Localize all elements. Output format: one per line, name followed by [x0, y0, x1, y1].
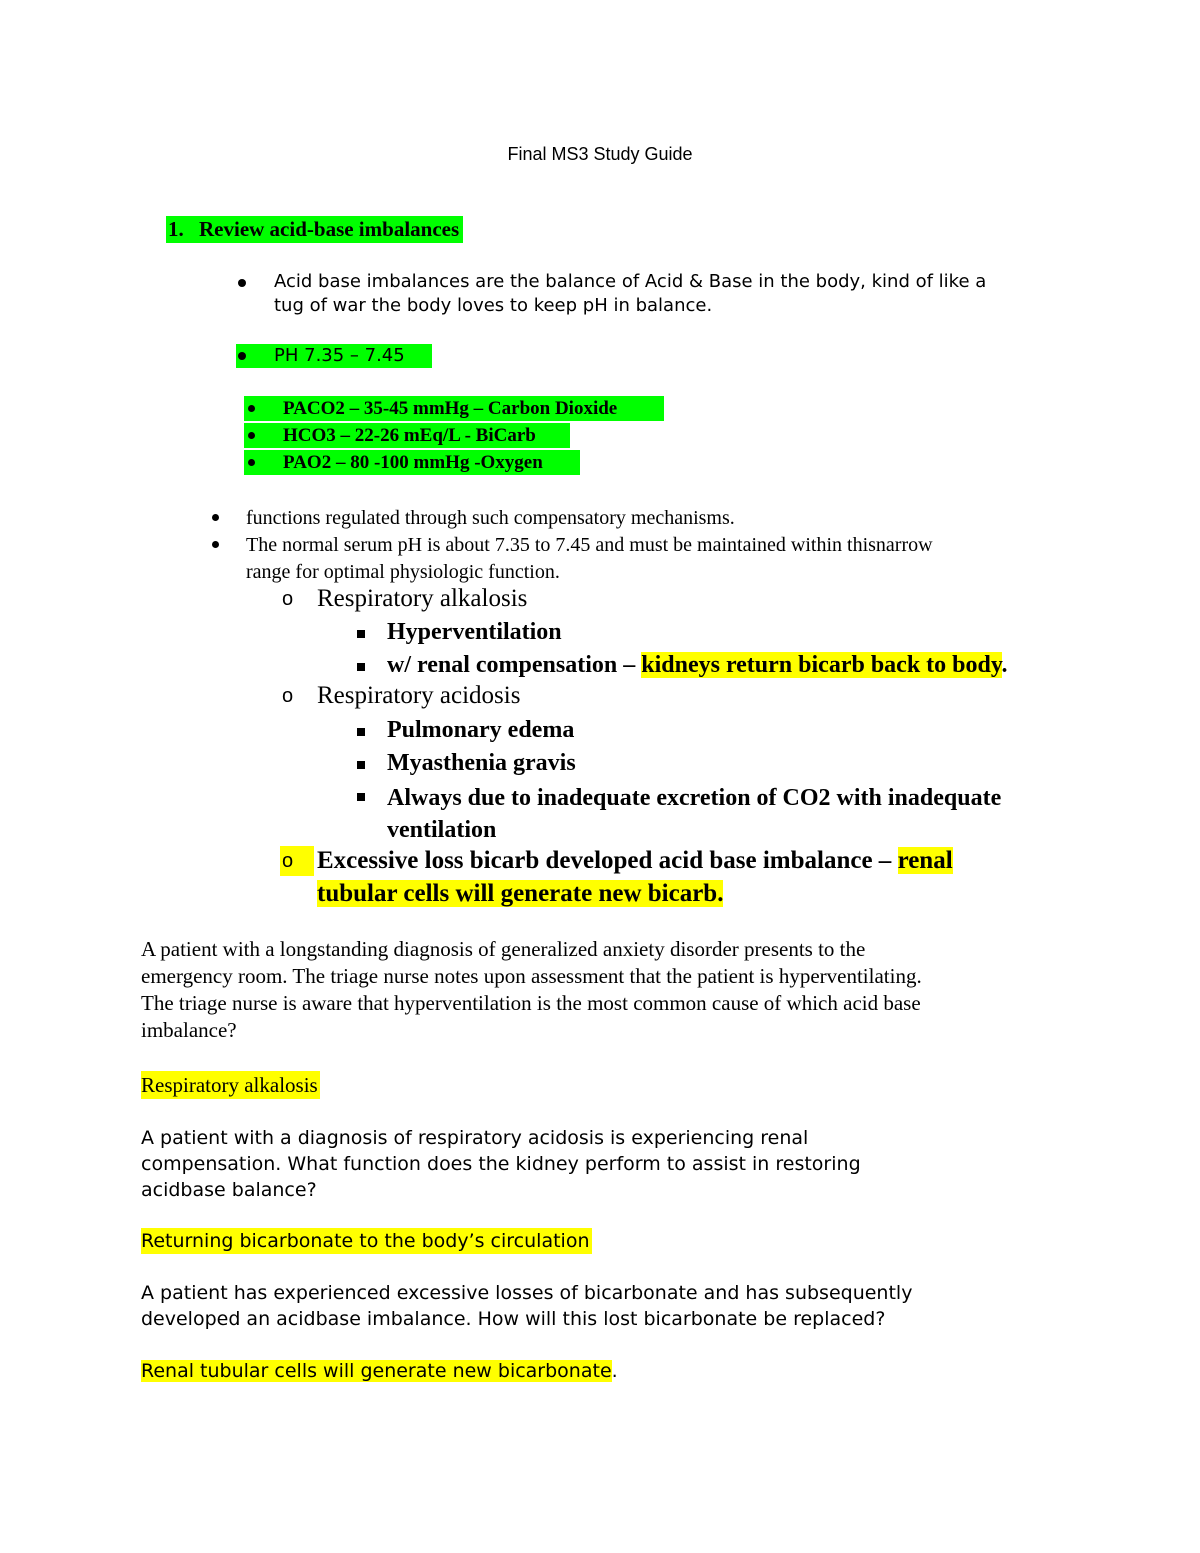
- answer-1: Respiratory alkalosis: [141, 1073, 318, 1097]
- square-bullet-icon: [357, 793, 365, 801]
- section-number: 1.: [168, 217, 184, 241]
- inadequate-excretion-item: [387, 782, 1001, 846]
- question-3: [141, 1280, 912, 1332]
- intro-line-1: Acid base imbalances are the balance of Acid & Base in the body, kind of like a: [274, 271, 987, 292]
- intro-line-2: tug of war the body loves to keep pH in balance.: [274, 295, 713, 316]
- question-2-line-3: acidbase balance?: [141, 1179, 317, 1201]
- resp-alkalosis-heading: Respiratory alkalosis: [317, 585, 528, 612]
- excessive-loss-highlight-2: tubular cells will generate new bicarb.: [317, 880, 724, 907]
- normal-ph-paragraph: [246, 532, 933, 586]
- outline-marker: o: [282, 588, 294, 610]
- excessive-loss-highlight-1: renal: [897, 847, 953, 874]
- renal-compensation-period: .: [1001, 652, 1008, 678]
- question-1: [141, 936, 922, 1044]
- page-title-text: Final MS3 Study Guide: [507, 144, 693, 164]
- answer-3-period: .: [611, 1360, 618, 1382]
- square-bullet-icon: [357, 728, 365, 736]
- section-heading-text: Review acid-base imbalances: [199, 217, 460, 241]
- answer-3: [141, 1358, 618, 1384]
- square-bullet-icon: [357, 761, 365, 769]
- square-bullet-icon: [357, 630, 365, 638]
- paco2-value: PACO2 – 35-45 mmHg – Carbon Dioxide: [283, 398, 618, 419]
- bullet-icon: [212, 514, 219, 521]
- normal-ph-line-1: The normal serum pH is about 7.35 to 7.45 and must be maintained within thisnarrow: [246, 534, 933, 556]
- functions-text: functions regulated through such compensatory mechanisms.: [246, 507, 735, 529]
- ph-range: PH 7.35 – 7.45: [274, 345, 405, 366]
- hyperventilation-item: Hyperventilation: [387, 619, 562, 645]
- pao2-value: PAO2 – 80 -100 mmHg -Oxygen: [283, 452, 543, 473]
- question-3-line-1: A patient has experienced excessive losses of bicarbonate and has subsequently: [141, 1282, 913, 1304]
- bullet-icon: [212, 541, 219, 548]
- bullet-icon: [238, 279, 246, 287]
- question-3-line-2: developed an acidbase imbalance. How will this lost bicarbonate be replaced?: [141, 1308, 886, 1330]
- question-1-line-1: A patient with a longstanding diagnosis of generalized anxiety disorder presents to the: [141, 937, 866, 961]
- intro-paragraph: [274, 270, 986, 318]
- hco3-value: HCO3 – 22-26 mEq/L - BiCarb: [283, 425, 536, 446]
- bullet-icon: [238, 352, 246, 360]
- normal-ph-line-2: range for optimal physiologic function.: [246, 561, 560, 583]
- outline-marker: o: [282, 850, 294, 872]
- page-title: [0, 144, 1200, 165]
- inadequate-excretion-line-1: Always due to inadequate excretion of CO2 with inadequate: [387, 785, 1002, 811]
- outline-marker: o: [282, 685, 294, 707]
- bullet-icon: [248, 459, 255, 466]
- question-2-line-2: compensation. What function does the kidney perform to assist in restoring: [141, 1153, 861, 1175]
- myasthenia-item: Myasthenia gravis: [387, 750, 576, 776]
- pulmonary-edema-item: Pulmonary edema: [387, 717, 575, 743]
- renal-compensation-label: w/ renal compensation –: [387, 652, 642, 678]
- question-1-line-3: The triage nurse is aware that hyperventilation is the most common cause of which acid base: [141, 991, 921, 1015]
- renal-compensation-item: [387, 652, 1008, 679]
- excessive-loss-text: Excessive loss bicarb developed acid base imbalance –: [317, 847, 898, 874]
- renal-compensation-highlight: kidneys return bicarb back to body: [641, 652, 1002, 678]
- resp-acidosis-heading: Respiratory acidosis: [317, 682, 521, 709]
- bullet-icon: [248, 432, 255, 439]
- answer-2: Returning bicarbonate to the body’s circulation: [141, 1230, 590, 1252]
- question-2-line-1: A patient with a diagnosis of respiratory acidosis is experiencing renal: [141, 1127, 809, 1149]
- question-1-line-4: imbalance?: [141, 1018, 237, 1042]
- answer-3-highlight: Renal tubular cells will generate new bicarbonate: [141, 1360, 612, 1382]
- inadequate-excretion-line-2: ventilation: [387, 817, 497, 843]
- question-1-line-2: emergency room. The triage nurse notes upon assessment that the patient is hyperventilating.: [141, 964, 922, 988]
- square-bullet-icon: [357, 663, 365, 671]
- excessive-loss-item: [317, 844, 953, 910]
- bullet-icon: [248, 405, 255, 412]
- section-heading: [166, 216, 463, 243]
- question-2: [141, 1125, 861, 1203]
